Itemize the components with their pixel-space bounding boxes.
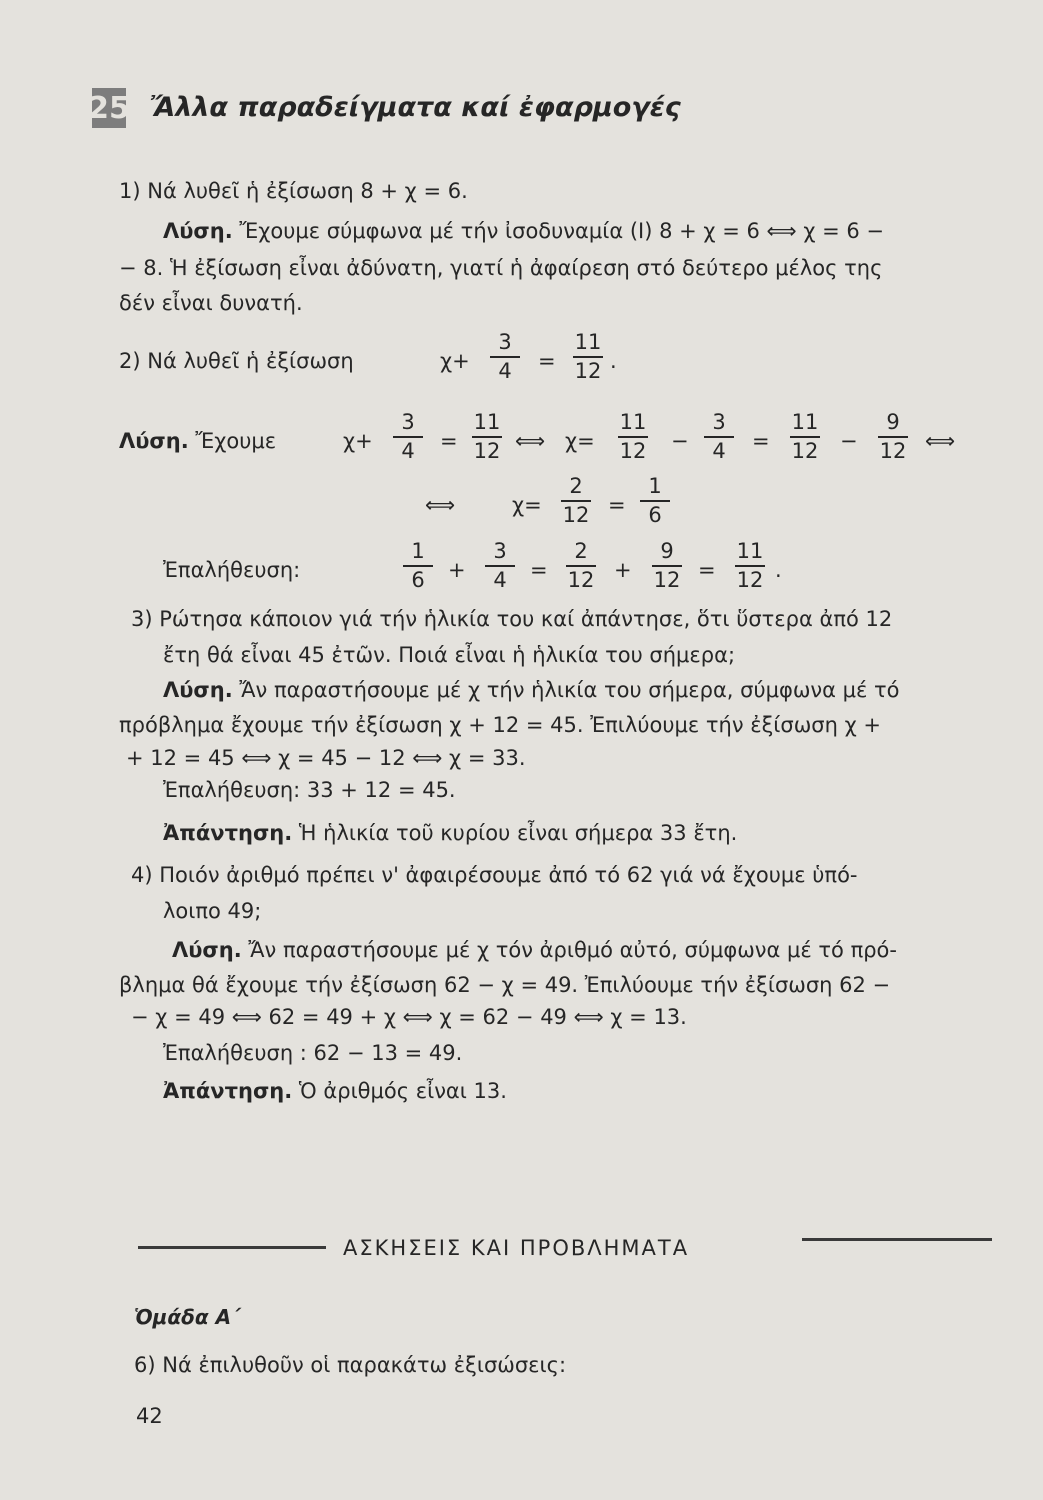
math-symbol: =: [752, 429, 770, 453]
problem-3-question-line-1: 3) Ρώτησα κάποιον γιά τήν ἡλικία του καί ἀπάντησε, ὅτι ὕστερα ἀπό 12: [131, 607, 893, 631]
problem-1-solution-line-3: δέν εἶναι δυνατή.: [119, 291, 303, 315]
math-symbol: ⟺: [425, 493, 456, 517]
math-symbol: χ+: [343, 429, 373, 453]
group-heading: Ὁμάδα Α΄: [134, 1305, 240, 1329]
verification-label: Ἐπαλήθευση:: [163, 558, 301, 582]
problem-3-question-line-2: ἔτη θά εἶναι 45 ἐτῶν. Ποιά εἶναι ἡ ἡλικία του σήμερα;: [163, 643, 736, 667]
problem-4-solution-line-3: − χ = 49 ⟺ 62 = 49 + χ ⟺ χ = 62 − 49 ⟺ χ = 13.: [131, 1005, 687, 1029]
math-symbol: =: [538, 349, 556, 373]
page-number: 42: [136, 1404, 163, 1428]
fraction: 11 12: [619, 410, 647, 463]
math-symbol: χ=: [512, 493, 542, 517]
math-symbol: ⟺: [515, 429, 546, 453]
problem-3-verification: Ἐπαλήθευση: 33 + 12 = 45.: [163, 778, 456, 802]
math-symbol: χ+: [440, 349, 470, 373]
math-symbol: =: [440, 429, 458, 453]
problem-4-question-line-1: 4) Ποιόν ἀριθμό πρέπει ν' ἀφαιρέσουμε ἀπό τό 62 γιά νά ἔχουμε ὑπό-: [131, 863, 858, 887]
problem-4-question-line-2: λοιπο 49;: [163, 899, 262, 923]
fraction: 3 4: [490, 330, 520, 383]
problem-4-solution: Λύση. Ἄν παραστήσουμε μέ χ τόν ἀριθμό αὐτό, σύμφωνα μέ τό πρό-: [172, 938, 897, 962]
problem-1-solution: [163, 218, 884, 244]
math-symbol: ⟺: [925, 429, 956, 453]
section-title: ΑΣΚΗΣΕΙΣ ΚΑΙ ΠΡΟΒΛΗΜΑΤΑ: [343, 1236, 690, 1260]
problem-2-question: 2) Νά λυθεῖ ἡ ἐξίσωση: [119, 349, 354, 373]
problem-1-solution-line-2: − 8. Ἡ ἐξίσωση εἶναι ἀδύνατη, γιατί ἡ ἀφαίρεση στό δεύτερο μέλος της: [119, 256, 883, 280]
math-symbol: −: [840, 429, 858, 453]
fraction: 3 4: [393, 410, 423, 463]
fraction: 9 12: [653, 539, 681, 592]
fraction: 11 12: [736, 539, 764, 592]
problem-2-solution-label: Λύση. Ἔχουμε: [119, 429, 277, 453]
fraction: 3 4: [704, 410, 734, 463]
solution-text: Ἔχουμε σύμφωνα μέ τήν ἰσοδυναμία (Ι) 8 + χ = 6 ⟺ χ = 6 −: [239, 219, 885, 243]
math-symbol: =: [698, 558, 716, 582]
fraction: 1 6: [403, 539, 433, 592]
math-symbol: .: [775, 558, 782, 582]
math-symbol: +: [448, 558, 466, 582]
problem-3-solution-line-2: πρόβλημα ἔχουμε τήν ἐξίσωση χ + 12 = 45. Ἐπιλύουμε τήν ἐξίσωση χ +: [119, 713, 881, 737]
problem-4-verification: Ἐπαλήθευση : 62 − 13 = 49.: [163, 1041, 463, 1065]
problem-4-answer: Ἀπάντηση. Ὁ ἀριθμός εἶναι 13.: [163, 1079, 507, 1103]
section-rule-left: [138, 1246, 326, 1249]
chapter-title: Ἄλλα παραδείγματα καί ἐφαρμογές: [150, 92, 681, 123]
fraction: 3 4: [485, 539, 515, 592]
fraction: 11 12: [791, 410, 819, 463]
chapter-number: 25: [92, 88, 126, 128]
problem-3-solution: Λύση. Ἄν παραστήσουμε μέ χ τήν ἡλικία του σήμερα, σύμφωνα μέ τό: [163, 678, 900, 702]
math-symbol: −: [671, 429, 689, 453]
math-symbol: +: [614, 558, 632, 582]
math-symbol: =: [608, 493, 626, 517]
problem-3-answer: Ἀπάντηση. Ἡ ἡλικία τοῦ κυρίου εἶναι σήμερα 33 ἔτη.: [163, 821, 738, 845]
fraction: 1 6: [640, 474, 670, 527]
math-symbol: χ=: [565, 429, 595, 453]
math-symbol: =: [530, 558, 548, 582]
problem-3-solution-line-3: + 12 = 45 ⟺ χ = 45 − 12 ⟺ χ = 33.: [126, 746, 526, 770]
fraction: 2 12: [567, 539, 595, 592]
section-rule-right: [802, 1238, 992, 1241]
fraction: 9 12: [879, 410, 907, 463]
exercise-6: 6) Νά ἐπιλυθοῦν οἱ παρακάτω ἐξισώσεις:: [134, 1353, 567, 1377]
fraction: 11 12: [574, 330, 602, 383]
fraction: 11 12: [473, 410, 501, 463]
problem-1-question: 1) Νά λυθεῖ ἡ ἐξίσωση 8 + χ = 6.: [119, 179, 468, 203]
math-symbol: .: [610, 349, 617, 373]
problem-4-solution-line-2: βλημα θά ἔχουμε τήν ἐξίσωση 62 − χ = 49. Ἐπιλύουμε τήν ἐξίσωση 62 −: [119, 973, 891, 997]
solution-label: Λύση.: [163, 219, 233, 243]
fraction: 2 12: [562, 474, 590, 527]
